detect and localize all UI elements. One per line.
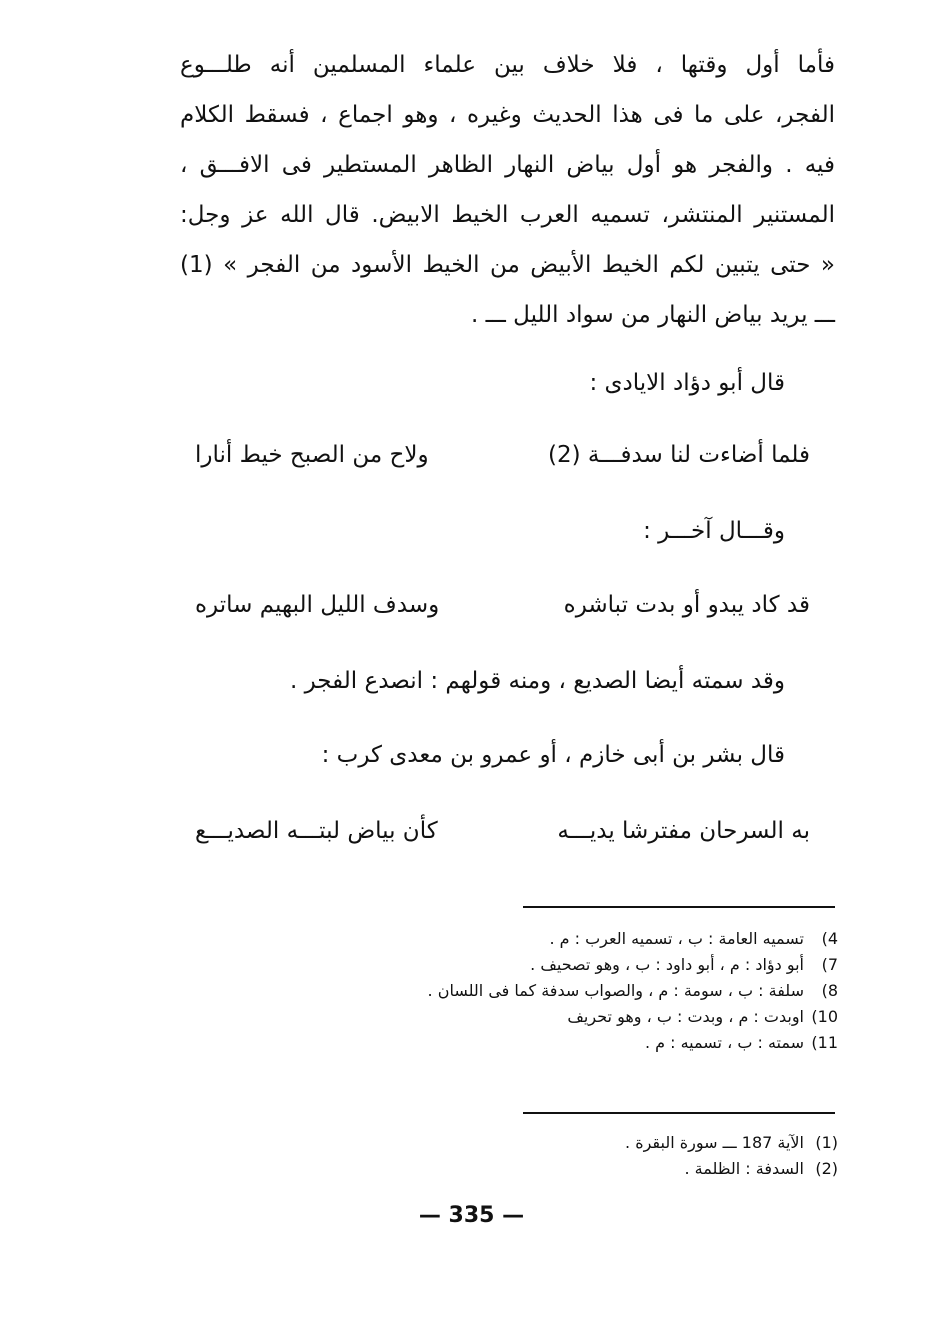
- note-number: 7): [821, 955, 838, 974]
- footnote-text: السدفة : الظلمة .: [684, 1159, 804, 1178]
- footnote-number: (2): [815, 1159, 838, 1178]
- verse-second-hemistich: كأن بياض لبتـــه الصديـــع: [195, 818, 438, 844]
- verse-first-hemistich: به السرحان مفترشا يديـــه: [557, 818, 810, 844]
- footnotes: [625, 1130, 838, 1182]
- note-text: سمته : ب ، تسميه : م .: [644, 1033, 804, 1052]
- variant-note: [428, 952, 838, 978]
- verse-line: [195, 580, 810, 630]
- text-line: وقد سمته أيضا الصديع ، ومنه قولهم : انصدع الفجر .: [289, 668, 785, 694]
- verse-first-hemistich: فلما أضاءت لنا سدفـــة (2): [548, 442, 810, 468]
- paragraph-line: فيه . والفجر هو أول بياض النهار الظاهر المستطير فى الافـــق ،: [180, 152, 835, 178]
- paragraph-line: « حتى يتبين لكم الخيط الأبيض من الخيط الأسود من الفجر » (1): [180, 252, 835, 278]
- note-number: 10): [811, 1007, 838, 1026]
- paragraph-line: ـــ يريد بياض النهار من سواد الليل ـــ .: [471, 302, 835, 328]
- variant-note: [428, 926, 838, 952]
- verse-first-hemistich: قد كاد يبدو أو بدت تباشره: [563, 592, 810, 618]
- page-number: — 335 —: [418, 1203, 525, 1228]
- footnote-number: (1): [815, 1133, 838, 1152]
- verse-second-hemistich: وسدف الليل البهيم ساتره: [195, 592, 440, 618]
- main-paragraph: [180, 40, 835, 340]
- note-text: أبو دؤاد : م ، أبو داود : ب ، وهو تصحيف .: [530, 955, 804, 974]
- verse-intro: وقـــال آخـــر :: [643, 518, 785, 544]
- footnote: [625, 1156, 838, 1182]
- paragraph-line: الفجر، على ما فى هذا الحديث وغيره ، وهو اجماع ، فسقط الكلام: [180, 102, 835, 128]
- verse-intro: قال أبو دؤاد الايادى :: [589, 370, 785, 396]
- note-number: 4): [821, 929, 838, 948]
- verse-intro: قال بشر بن أبى خازم ، أو عمرو بن معدى كرب :: [321, 742, 785, 768]
- variant-readings: [428, 926, 838, 1056]
- verse-line: [195, 430, 810, 480]
- variant-note: [428, 1004, 838, 1030]
- note-text: اوبدت : م ، وبدت : ب ، وهو تحريف: [567, 1007, 804, 1026]
- note-text: تسميه العامة : ب ، تسميه العرب : م .: [549, 929, 804, 948]
- footnotes-divider: [523, 1112, 835, 1114]
- note-number: 8): [821, 981, 838, 1000]
- note-number: 11): [811, 1033, 838, 1052]
- variant-note: [428, 978, 838, 1004]
- verse-line: [195, 806, 810, 856]
- footnote: [625, 1130, 838, 1156]
- note-text: سلفة : ب ، سومة : م ، والصواب سدفة كما فى اللسان .: [427, 981, 804, 1000]
- variants-divider: [523, 906, 835, 908]
- verse-second-hemistich: ولاح من الصبح خيط أنارا: [195, 442, 429, 468]
- paragraph-line: فأما أول وقتها ، فلا خلاف بين علماء المسلمين أنه طلـــوع: [180, 52, 835, 78]
- paragraph-line: المستنير المنتشر، تسميه العرب الخيط الابيض. قال الله عز وجل:: [180, 202, 835, 228]
- footnote-text: الآية 187 ـــ سورة البقرة .: [625, 1133, 804, 1152]
- variant-note: [428, 1030, 838, 1056]
